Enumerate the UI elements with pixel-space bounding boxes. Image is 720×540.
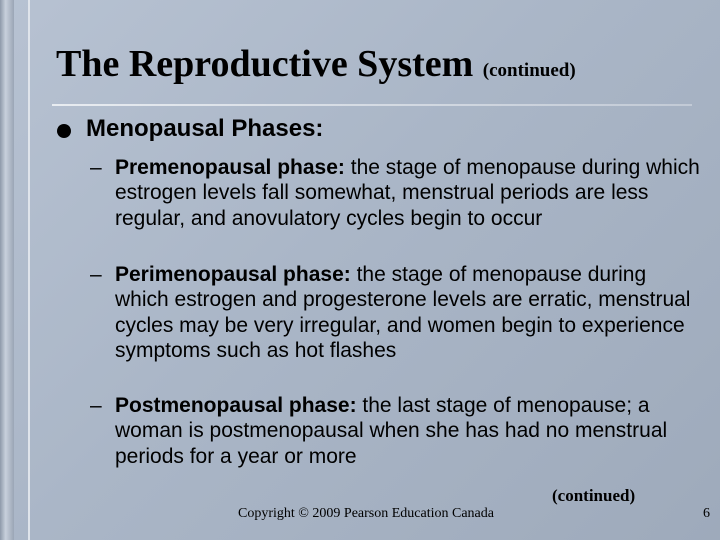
term-label: Postmenopausal phase: [115,394,357,417]
term-definition: the stage of menopause during which estrogen levels fall somewhat, menstrual periods are less regular, and anovulatory cycles begin to occur [115,156,700,230]
dash-marker: – [90,394,102,417]
term-definition: the last stage of menopause; a woman is postmenopausal when she has had no menstrual periods for a year or more [115,394,668,468]
left-edge-line [28,0,30,540]
bullet-heading: Menopausal Phases: [86,115,324,142]
dash-marker: – [90,263,102,286]
continued-label: (continued) [552,486,636,505]
slide-title [56,42,576,86]
slide-title-main: The Reproductive System [56,43,474,85]
bullet-dot-icon [57,124,71,138]
left-edge-decoration [0,0,14,540]
title-divider [52,104,692,106]
term-label: Perimenopausal phase: [115,263,351,286]
sub-bullet-item [90,155,705,231]
page-number: 6 [703,506,710,521]
sub-bullet-content [115,393,705,469]
term-label: Premenopausal phase: [115,156,345,179]
slide-title-suffix: (continued) [482,60,576,81]
dash-marker: – [90,156,102,179]
sub-bullet-content [115,262,705,364]
copyright-footer: Copyright © 2009 Pearson Education Canada [238,506,494,521]
sub-bullet-item [90,262,705,364]
sub-bullet-item [90,393,705,469]
sub-bullet-content [115,155,705,231]
term-definition: the stage of menopause during which estrogen and progesterone levels are erratic, menstrual cycles may be very irregular, and women begin to experience symptoms such as hot flashes [115,263,691,363]
